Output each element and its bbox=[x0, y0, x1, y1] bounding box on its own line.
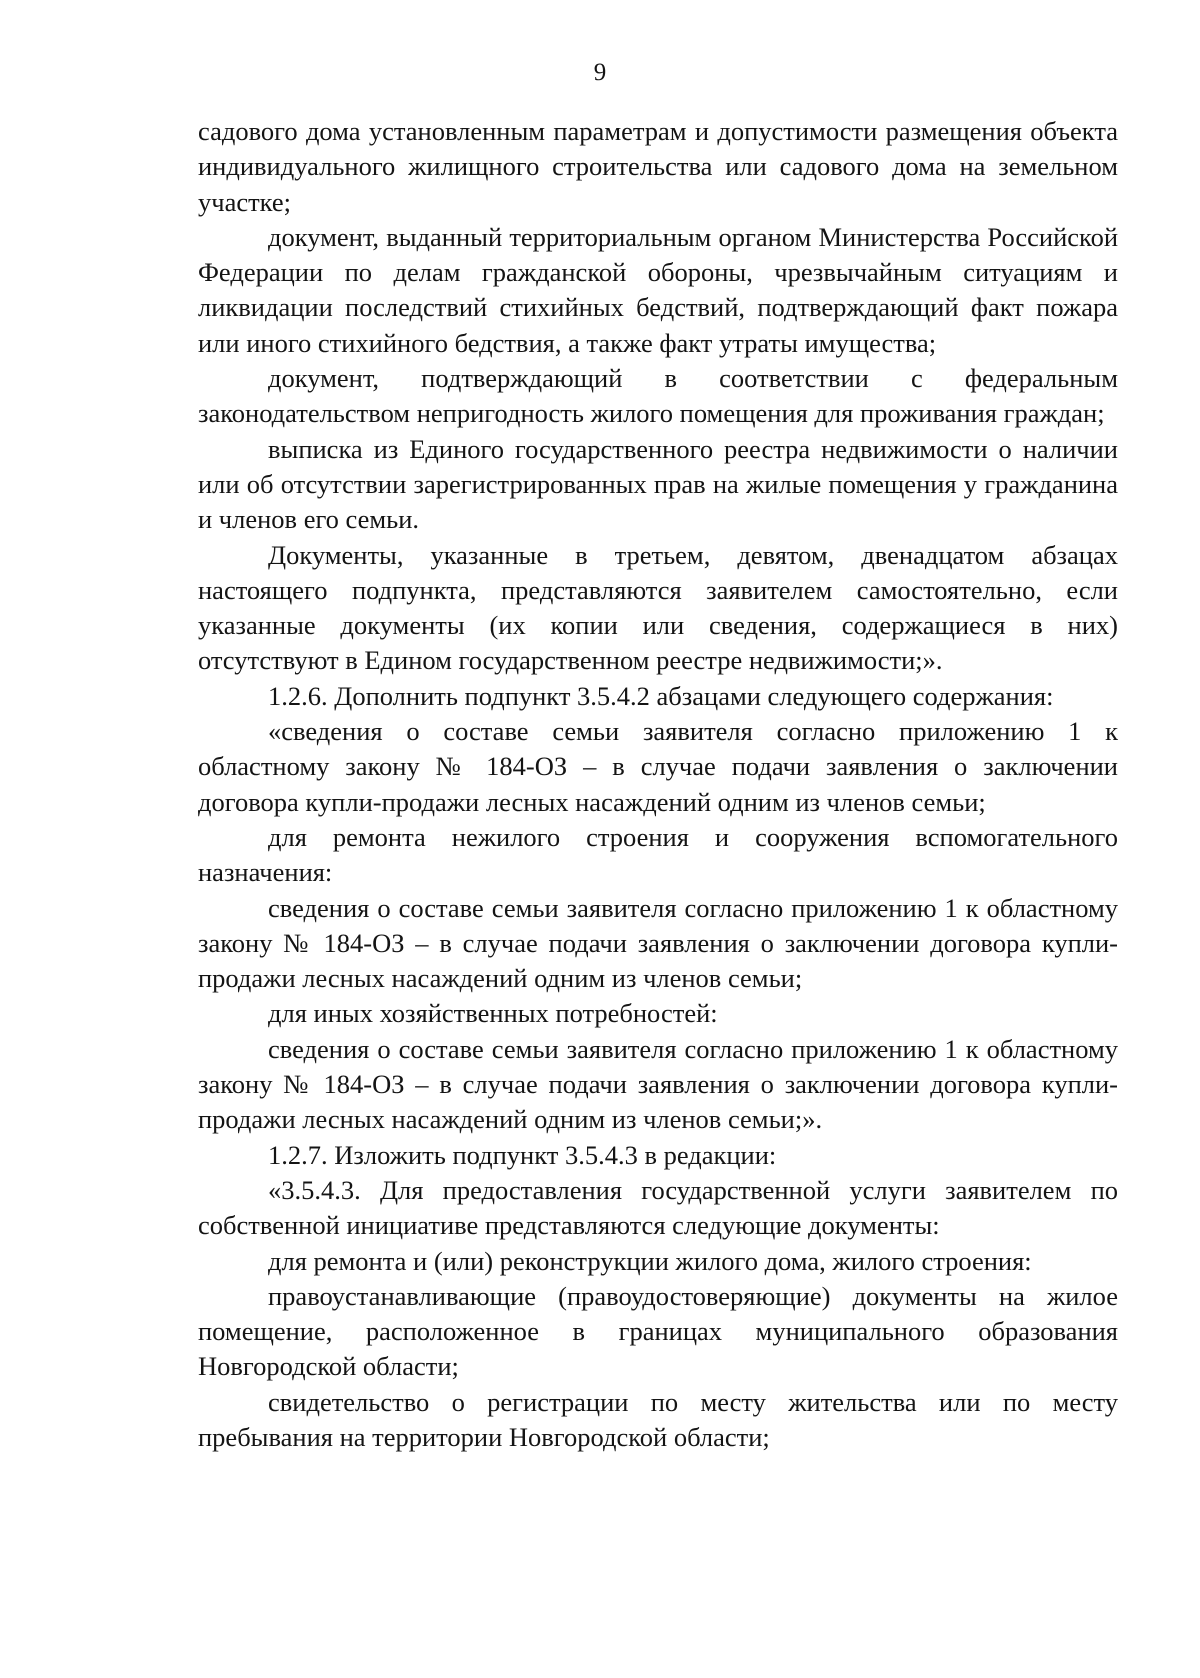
paragraph: свидетельство о регистрации по месту жительства или по месту пребывания на территории Новгородской области; bbox=[198, 1386, 1118, 1452]
paragraph: садового дома установленным параметрам и допустимости размещения объекта индивидуального жилищного строительства или садового дома на земельном участке; bbox=[198, 116, 1118, 217]
paragraph: для ремонта и (или) реконструкции жилого дома, жилого строения: bbox=[268, 1245, 1032, 1276]
paragraph: 1.2.7. Изложить подпункт 3.5.4.3 в редакции: bbox=[268, 1139, 777, 1170]
paragraph: сведения о составе семьи заявителя согласно приложению 1 к областному закону № 184-ОЗ – в случае подачи заявления о заключении договора купли-продажи лесных насаждений одним из членов семьи; bbox=[198, 892, 1118, 994]
paragraph: документ, подтверждающий в соответствии с федеральным законодательством непригодность жилого помещения для проживания граждан; bbox=[198, 363, 1118, 429]
paragraph: документ, выданный территориальным органом Министерства Российской Федерации по делам гражданской обороны, чрезвычайным ситуациям и ликвидации последствий стихийных бедствий, подтверждающий факт пожара или иного стихийного бедствия, а также факт утраты имущества; bbox=[198, 221, 1118, 358]
page-number: 9 bbox=[593, 59, 607, 86]
paragraph: сведения о составе семьи заявителя согласно приложению 1 к областному закону № 184-ОЗ – в случае подачи заявления о заключении договора купли-продажи лесных насаждений одним из членов семьи;». bbox=[198, 1033, 1118, 1135]
paragraph: «сведения о составе семьи заявителя согласно приложению 1 к областному закону № 184-ОЗ – в случае подачи заявления о заключении договора купли-продажи лесных насаждений одним из членов семьи; bbox=[198, 716, 1118, 817]
paragraph: для ремонта нежилого строения и сооружения вспомогательного назначения: bbox=[198, 821, 1118, 888]
paragraph: «3.5.4.3. Для предоставления государственной услуги заявителем по собственной инициативе представляются следующие документы: bbox=[198, 1174, 1118, 1241]
paragraph: 1.2.6. Дополнить подпункт 3.5.4.2 абзацами следующего содержания: bbox=[268, 680, 1054, 711]
paragraph: правоустанавливающие (правоудостоверяющие) документы на жилое помещение, расположенное в границах муниципального образования Новгородской области; bbox=[198, 1280, 1118, 1382]
document-body bbox=[198, 114, 1118, 1455]
paragraph: выписка из Единого государственного реестра недвижимости о наличии или об отсутствии зарегистрированных прав на жилые помещения у гражданина и членов его семьи. bbox=[198, 433, 1118, 535]
paragraph: Документы, указанные в третьем, девятом, двенадцатом абзацах настоящего подпункта, представляются заявителем самостоятельно, если указанные документы (их копии или сведения, содержащиеся в них) отсутствуют в Едином государственном реестре недвижимости;». bbox=[198, 539, 1118, 676]
paragraph: для иных хозяйственных потребностей: bbox=[268, 998, 718, 1029]
